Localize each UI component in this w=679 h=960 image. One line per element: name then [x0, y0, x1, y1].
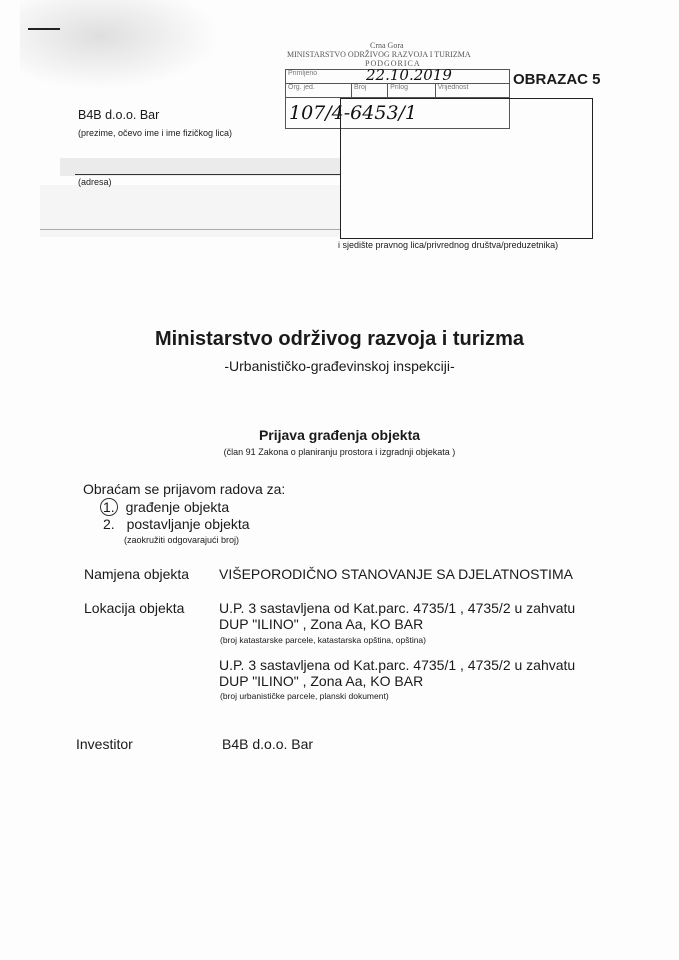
received-label: Primljeno — [288, 70, 318, 77]
location2-line2: DUP "ILINO" , Zona Aa, KO BAR — [219, 673, 424, 689]
pen-mark — [28, 28, 60, 30]
page-subtitle: -Urbanističko-građevinskoj inspekciji- — [224, 358, 455, 374]
purpose-label: Namjena objekta — [84, 566, 190, 582]
purpose-value: VIŠEPORODIČNO STANOVANJE SA DJELATNOSTIMA — [219, 566, 573, 582]
address-line — [75, 174, 340, 175]
address-caption: (adresa) — [78, 177, 112, 187]
form-title: Prijava građenja objekta — [258, 427, 421, 443]
option-1-label: građenje objekta — [125, 499, 230, 515]
stamp-country: Crna Gora — [370, 41, 404, 50]
investor-value: B4B d.o.o. Bar — [222, 736, 314, 752]
form-code: OBRAZAC 5 — [513, 71, 601, 88]
intro-text: Obraćam se prijavom radova za: — [83, 481, 286, 497]
page-title: Ministarstvo održivog razvoja i turizma — [155, 328, 524, 350]
option-2[interactable] — [103, 516, 250, 532]
scan-smudge — [20, 0, 220, 90]
option-2-number: 2. — [103, 516, 115, 532]
applicant-name: B4B d.o.o. Bar — [78, 108, 160, 122]
investor-label: Investitor — [76, 736, 133, 752]
applicant-name-caption: (prezime, očevo ime i ime fizičkog lica) — [78, 128, 233, 138]
col-vrijednost: Vrijednost — [435, 84, 509, 98]
stamp-ministry: MINISTARSTVO ODRŽIVOG RAZVOJA I TURIZMA — [287, 50, 471, 59]
legal-line — [40, 229, 340, 230]
location2-note: (broj urbanističke parcele, planski dokument) — [220, 691, 389, 701]
option-2-label: postavljanje objekta — [126, 516, 250, 532]
option-1-number-circled: 1. — [100, 498, 118, 516]
legal-caption: i sjedište pravnog lica/privrednog društva/preduzetnika) — [338, 240, 559, 250]
location1-note: (broj katastarske parcele, katastarska opština, opština) — [220, 635, 426, 645]
reference-number: 107/4-6453/1 — [289, 102, 418, 124]
col-prilog: Prilog — [388, 84, 435, 98]
option-1[interactable] — [103, 498, 229, 516]
blank-box — [340, 98, 593, 239]
location1-line1: U.P. 3 sastavljena od Kat.parc. 4735/1 , 4735/2 u zahvatu — [219, 600, 576, 616]
col-broj: Broj — [352, 84, 388, 98]
location2-line1: U.P. 3 sastavljena od Kat.parc. 4735/1 , 4735/2 u zahvatu — [219, 657, 576, 673]
col-org: Org. jed. — [286, 84, 352, 98]
options-note: (zaokružiti odgovarajući broj) — [124, 535, 240, 545]
legal-basis: (član 91 Zakona o planiranju prostora i izgradnji objekata ) — [223, 447, 456, 457]
location-label: Lokacija objekta — [84, 600, 185, 616]
location1-line2: DUP "ILINO" , Zona Aa, KO BAR — [219, 616, 424, 632]
stamp-city: PODGORICA — [365, 59, 421, 68]
received-date: 22.10.2019 — [366, 66, 452, 84]
